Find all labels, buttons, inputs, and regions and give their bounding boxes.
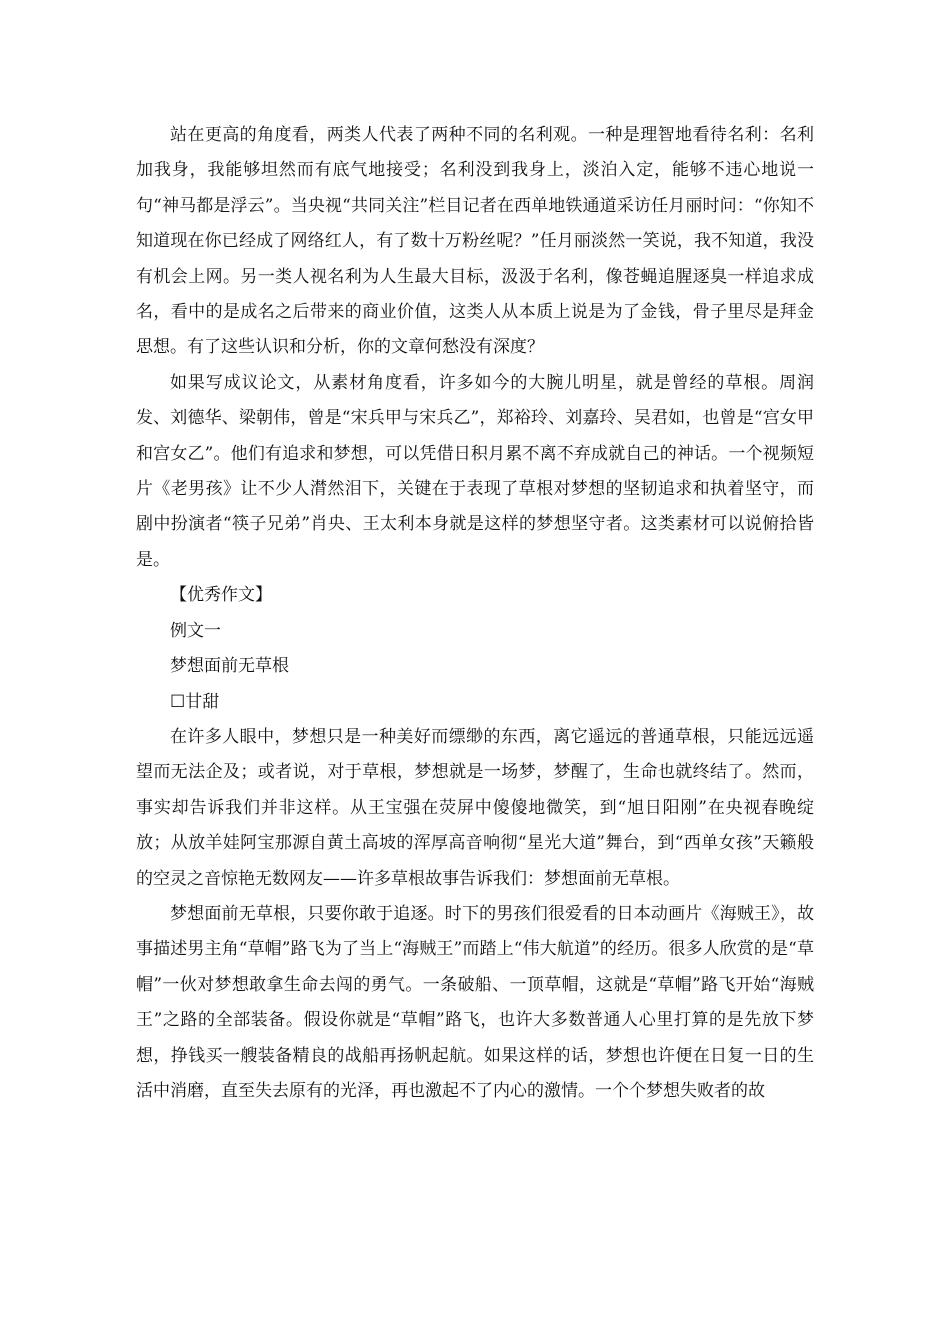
body-paragraph-1: 站在更高的角度看，两类人代表了两种不同的名利观。一种是理智地看待名利：名利加我身，我能够坦然而有底气地接受；名利没到我身上，淡泊入定，能够不违心地说一句“神马都是浮云”。当央视“共同关注”栏目记者在西单地铁通道采访任月丽时问：“你知不知道现在你已经成了网络红人，有了数十万粉丝呢？”任月丽淡然一笑说，我不知道，我没有机会上网。另一类人视名利为人生最大目标，汲汲于名利，像苍蝇追腥逐臭一样追求成名，看中的是成名之后带来的商业价值，这类人从本质上说是为了金钱，骨子里尽是拜金思想。有了这些认识和分析，你的文章何愁没有深度？ xyxy=(136,125,814,358)
essay-author: ☐甘甜 xyxy=(170,691,220,712)
example-label: 例文一 xyxy=(170,620,221,641)
document-page xyxy=(136,118,814,1109)
body-paragraph-2: 如果写成议论文，从素材角度看，许多如今的大腕儿明星，就是曾经的草根。周润发、刘德华、梁朝伟，曾是“宋兵甲与宋兵乙”，郑裕玲、刘嘉玲、吴君如，也曾是“宫女甲和宫女乙”。他们有追求和梦想，可以凭借日积月累不离不弃成就自己的神话。一个视频短片《老男孩》让不少人潸然泪下，关键在于表现了草根对梦想的坚韧追求和执着坚守，而剧中扮演者“筷子兄弟”肖央、王太利本身就是这样的梦想坚守者。这类素材可以说俯拾皆是。 xyxy=(136,372,814,570)
section-heading: 【优秀作文】 xyxy=(170,585,272,606)
essay-title: 梦想面前无草根 xyxy=(170,656,289,677)
essay-paragraph-2: 梦想面前无草根，只要你敢于追逐。时下的男孩们很爱看的日本动画片《海贼王》，故事描述男主角“草帽”路飞为了当上“海贼王”而踏上“伟大航道”的经历。很多人欣赏的是“草帽”一伙对梦想敢拿生命去闯的勇气。一条破船、一顶草帽，这就是“草帽”路飞开始“海贼王”之路的全部装备。假设你就是“草帽”路飞，也许大多数普通人心里打算的是先放下梦想，挣钱买一艘装备精良的战船再扬帆起航。如果这样的话，梦想也许便在日复一日的生活中消磨，直至失去原有的光泽，再也激起不了内心的激情。一个个梦想失败者的故 xyxy=(136,903,814,1101)
essay-paragraph-1: 在许多人眼中，梦想只是一种美好而缥缈的东西，离它遥远的普通草根，只能远远遥望而无法企及；或者说，对于草根，梦想就是一场梦，梦醒了，生命也就终结了。然而，事实却告诉我们并非这样。从王宝强在荧屏中傻傻地微笑，到“旭日阳刚”在央视春晚绽放；从放羊娃阿宝那源自黄土高坡的浑厚高音响彻“星光大道”舞台，到“西单女孩”天籁般的空灵之音惊艳无数网友——许多草根故事告诉我们：梦想面前无草根。 xyxy=(136,726,814,889)
